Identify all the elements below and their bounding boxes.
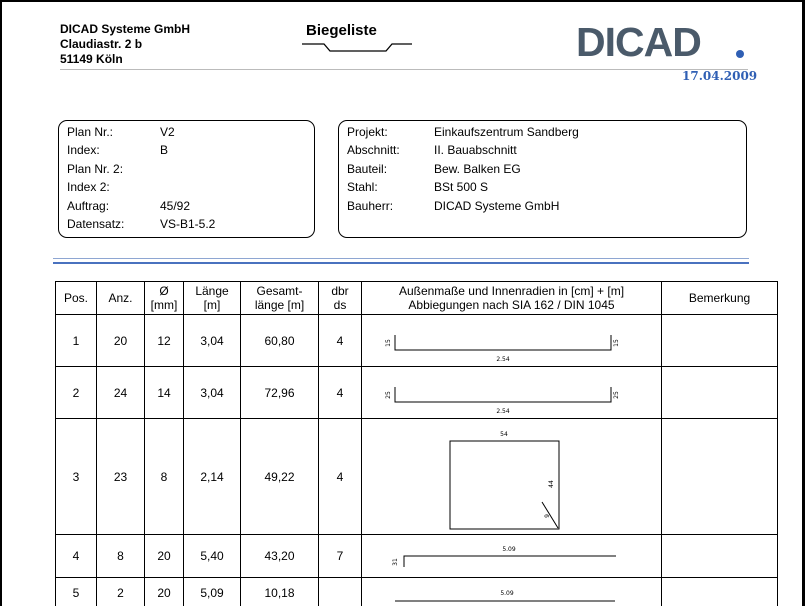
dimension-label: 9 [544, 513, 551, 518]
cell-dia [145, 535, 184, 578]
cell-value: 8 [160, 469, 168, 484]
dimension-label: 15 [613, 338, 620, 347]
cell-pos [56, 419, 97, 535]
col-header-bemerkung: Bemerkung [662, 282, 778, 315]
cell-gesamt [241, 315, 319, 367]
dimension-label: 54 [500, 430, 508, 438]
info-value: DICAD Systeme GmbH [434, 198, 560, 213]
info-row [347, 125, 746, 143]
cell-pos [56, 535, 97, 578]
cell-value: 4 [72, 549, 80, 563]
cell-value: 4 [336, 333, 344, 348]
table-row [56, 419, 778, 535]
info-value: Bew. Balken EG [434, 161, 521, 176]
dimension-label: 15 [385, 338, 392, 347]
cell-shape [362, 315, 662, 367]
info-label: Stahl: [347, 180, 378, 195]
cell-bemerkung [662, 578, 778, 606]
project-info-box [338, 120, 747, 238]
cell-dia [145, 367, 184, 419]
info-value: Einkaufszentrum Sandberg [434, 125, 579, 139]
cell-value: 3,04 [200, 333, 224, 348]
cell-bemerkung [662, 315, 778, 367]
cell-value: 5,40 [200, 549, 224, 563]
bar-shape-drawing [362, 536, 662, 577]
cell-dbr [319, 315, 362, 367]
col-header-pos: Pos. [56, 282, 97, 315]
cell-dia [145, 578, 184, 606]
cell-gesamt [241, 535, 319, 578]
cell-anz [97, 535, 145, 578]
cell-laenge [184, 367, 241, 419]
cell-pos [56, 315, 97, 367]
cell-value: 60,80 [264, 333, 295, 348]
dicad-logo [574, 22, 750, 62]
cell-value: 20 [157, 549, 171, 563]
cell-value: 2 [72, 385, 80, 400]
cell-value: 23 [113, 469, 128, 484]
info-label: Bauherr: [347, 198, 394, 213]
cell-value: 4 [336, 469, 344, 484]
cell-value: 5 [72, 585, 80, 600]
cell-value: 2 [117, 585, 124, 600]
separator-line-thick [53, 262, 749, 264]
company-name: DICAD Systeme GmbH [60, 22, 191, 36]
plan-info-box [58, 120, 315, 238]
bar-shape-line [395, 335, 611, 350]
cell-anz [97, 367, 145, 419]
info-row [67, 162, 314, 180]
cell-dbr [319, 578, 362, 606]
document-date: 17.04.2009 [682, 69, 758, 83]
company-city: 51149 Köln [60, 52, 123, 66]
cell-value: 10,18 [264, 585, 295, 600]
info-row [67, 217, 314, 235]
cell-dbr [319, 419, 362, 535]
bending-schedule-table [55, 281, 778, 606]
info-row [67, 125, 314, 143]
info-label: Datensatz: [67, 216, 125, 231]
dimension-label: 25 [613, 390, 620, 399]
bar-shape-drawing [362, 316, 662, 366]
col-header-anz: Anz. [97, 282, 145, 315]
info-row [347, 143, 746, 161]
info-label: Index 2: [67, 180, 110, 195]
cell-laenge [184, 578, 241, 606]
info-value: BSt 500 S [434, 180, 489, 195]
cell-laenge [184, 535, 241, 578]
cell-value: 20 [157, 585, 171, 600]
cell-value: 7 [336, 549, 344, 563]
table-row [56, 535, 778, 578]
cell-value: 14 [157, 385, 171, 400]
dimension-label: 2.54 [496, 407, 510, 415]
cell-value: 24 [113, 385, 128, 400]
cell-dia [145, 419, 184, 535]
bar-shape-drawing [362, 420, 662, 534]
col-header-laenge: Länge [m] [184, 282, 241, 315]
company-address [60, 22, 190, 67]
col-header-gesamtlaenge: Gesamt- länge [m] [241, 282, 319, 315]
cell-pos [56, 578, 97, 606]
info-row [347, 180, 746, 198]
dimension-label: 5.09 [502, 545, 516, 553]
cell-anz [97, 419, 145, 535]
cell-value: 3 [72, 469, 80, 484]
table-header-row [56, 282, 778, 315]
dimension-label: 25 [385, 390, 392, 399]
cell-value: 4 [336, 385, 344, 400]
info-row [67, 199, 314, 217]
col-header-diameter: Ø [mm] [145, 282, 184, 315]
cell-pos [56, 367, 97, 419]
cell-gesamt [241, 367, 319, 419]
col-header-dbr: dbr ds [319, 282, 362, 315]
cell-dbr [319, 535, 362, 578]
info-row [347, 162, 746, 180]
info-value: II. Bauabschnitt [434, 143, 517, 158]
cell-value: 8 [117, 549, 124, 563]
cell-value: 12 [157, 333, 171, 348]
cell-shape [362, 419, 662, 535]
cell-gesamt [241, 578, 319, 606]
info-label: Abschnitt: [347, 143, 400, 158]
info-row [67, 180, 314, 198]
document-title: Biegeliste [306, 22, 377, 39]
cell-value: 2,14 [200, 469, 224, 484]
cell-value: 72,96 [264, 385, 295, 400]
cell-value: 43,20 [264, 549, 295, 563]
info-label: Plan Nr. 2: [67, 161, 124, 176]
table-row [56, 367, 778, 419]
cell-value: 1 [72, 333, 80, 348]
info-row [347, 199, 746, 217]
cell-shape [362, 367, 662, 419]
dimension-label: 31 [392, 557, 399, 566]
bar-shape-drawing [362, 368, 662, 418]
info-value: VS-B1-5.2 [160, 216, 216, 231]
cell-anz [97, 315, 145, 367]
svg-text:DICAD: DICAD [576, 22, 701, 62]
cell-laenge [184, 315, 241, 367]
cell-gesamt [241, 419, 319, 535]
header-rule [60, 69, 748, 70]
bar-shape-line [450, 441, 559, 529]
cell-bemerkung [662, 367, 778, 419]
dimension-label: 44 [548, 479, 555, 488]
table-row [56, 578, 778, 606]
cell-shape [362, 535, 662, 578]
info-label: Projekt: [347, 125, 388, 139]
cell-bemerkung [662, 535, 778, 578]
cell-value: 20 [113, 333, 128, 348]
col-header-shape: Außenmaße und Innenradien in [cm] + [m] Abbiegungen nach SIA 162 / DIN 1045 [362, 282, 662, 315]
info-value: B [160, 143, 169, 158]
info-label: Plan Nr.: [67, 125, 114, 139]
cell-laenge [184, 419, 241, 535]
company-street: Claudiastr. 2 b [60, 37, 143, 51]
info-label: Index: [67, 143, 100, 158]
cell-anz [97, 578, 145, 606]
info-row [67, 143, 314, 161]
info-value: 45/92 [160, 198, 191, 213]
bend-symbol-icon [302, 40, 414, 54]
table-row [56, 315, 778, 367]
dimension-label: 2.54 [496, 355, 510, 363]
info-label: Bauteil: [347, 161, 388, 176]
cell-shape [362, 578, 662, 606]
dimension-label: 5.09 [500, 589, 514, 597]
cell-value: 49,22 [264, 469, 295, 484]
cell-dbr [319, 367, 362, 419]
cell-dia [145, 315, 184, 367]
bar-shape-drawing [362, 579, 662, 606]
cell-value: 5,09 [200, 585, 224, 600]
info-label: Auftrag: [67, 198, 110, 213]
bar-shape-line [395, 387, 611, 402]
info-value: V2 [160, 125, 175, 139]
cell-bemerkung [662, 419, 778, 535]
separator-line [53, 258, 749, 259]
bar-shape-line [404, 556, 616, 567]
cell-value: 3,04 [200, 385, 224, 400]
